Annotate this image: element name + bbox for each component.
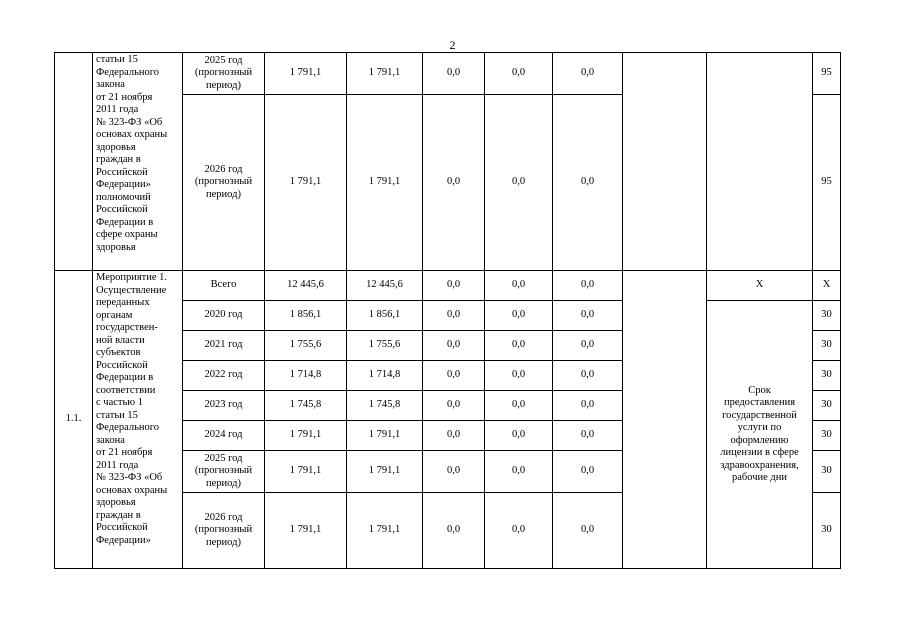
federal-funding-cell: 1 791,1 — [347, 53, 423, 95]
funding-cell: 0,0 — [553, 331, 623, 361]
empty-cell — [623, 271, 707, 569]
indicator-value-cell: 30 — [813, 361, 841, 391]
federal-funding-cell: 12 445,6 — [347, 271, 423, 301]
federal-funding-cell: 1 745,8 — [347, 391, 423, 421]
funding-cell: 0,0 — [485, 421, 553, 451]
period-cell: 2022 год — [183, 361, 265, 391]
funding-cell: 0,0 — [423, 301, 485, 331]
funding-cell: 0,0 — [423, 421, 485, 451]
period-cell: 2025 год (прогнозный период) — [183, 53, 265, 95]
total-funding-cell: 1 755,6 — [265, 331, 347, 361]
row-number-cell — [55, 53, 93, 271]
indicator-value-cell: 30 — [813, 391, 841, 421]
indicator-value-cell: 30 — [813, 331, 841, 361]
total-funding-cell: 1 856,1 — [265, 301, 347, 331]
total-funding-cell: 1 791,1 — [265, 493, 347, 569]
total-funding-cell: 12 445,6 — [265, 271, 347, 301]
period-cell: 2026 год (прогнозный период) — [183, 493, 265, 569]
funding-cell: 0,0 — [553, 451, 623, 493]
period-cell: 2025 год (прогнозный период) — [183, 451, 265, 493]
indicator-value-cell: 95 — [813, 95, 841, 271]
indicator-value-cell: Х — [813, 271, 841, 301]
funding-cell: 0,0 — [553, 271, 623, 301]
funding-cell: 0,0 — [485, 361, 553, 391]
period-cell: 2026 год (прогнозный период) — [183, 95, 265, 271]
empty-cell — [623, 53, 707, 271]
funding-cell: 0,0 — [485, 493, 553, 569]
funding-cell: 0,0 — [485, 391, 553, 421]
activity-description: Мероприятие 1. Осуществление переданных органам государствен- ной власти субъектов Российской Федерации в соответствии с частью 1 статьи 15 Федерального закона от 21 ноября 2011 года № 323-ФЗ «Об основах охраны здоровья граждан в Российской Федерации» — [93, 271, 183, 569]
funding-cell: 0,0 — [423, 331, 485, 361]
funding-cell: 0,0 — [485, 451, 553, 493]
indicator-cell — [707, 53, 813, 271]
indicator-value-cell: 30 — [813, 451, 841, 493]
total-funding-cell: 1 714,8 — [265, 361, 347, 391]
activity-description: статьи 15 Федерального закона от 21 ноября 2011 года № 323-ФЗ «Об основах охраны здоровья граждан в Российской Федерации» полномочий Российской Федерации в сфере охраны здоровья — [93, 53, 183, 271]
federal-funding-cell: 1 791,1 — [347, 95, 423, 271]
funding-cell: 0,0 — [553, 53, 623, 95]
page-number: 2 — [449, 38, 456, 52]
indicator-value-cell: 30 — [813, 421, 841, 451]
funding-cell: 0,0 — [423, 493, 485, 569]
federal-funding-cell: 1 856,1 — [347, 301, 423, 331]
indicator-value-cell: 30 — [813, 301, 841, 331]
funding-cell: 0,0 — [553, 421, 623, 451]
funding-cell: 0,0 — [553, 95, 623, 271]
funding-cell: 0,0 — [485, 95, 553, 271]
total-funding-cell: 1 791,1 — [265, 53, 347, 95]
total-funding-cell: 1 791,1 — [265, 421, 347, 451]
table-row — [55, 53, 841, 95]
funding-cell: 0,0 — [423, 391, 485, 421]
period-cell: 2024 год — [183, 421, 265, 451]
funding-cell: 0,0 — [553, 391, 623, 421]
federal-funding-cell: 1 714,8 — [347, 361, 423, 391]
indicator-description: Срок предоставления государственной услуги по оформлению лицензии в сфере здравоохранения, рабочие дни — [707, 301, 813, 569]
federal-funding-cell: 1 755,6 — [347, 331, 423, 361]
funding-cell: 0,0 — [423, 361, 485, 391]
period-cell: Всего — [183, 271, 265, 301]
federal-funding-cell: 1 791,1 — [347, 493, 423, 569]
funding-cell: 0,0 — [553, 493, 623, 569]
table-row — [55, 271, 841, 301]
funding-cell: 0,0 — [423, 451, 485, 493]
total-funding-cell: 1 745,8 — [265, 391, 347, 421]
total-funding-cell: 1 791,1 — [265, 451, 347, 493]
program-table — [54, 52, 841, 569]
indicator-total-cell: Х — [707, 271, 813, 301]
funding-cell: 0,0 — [423, 53, 485, 95]
period-cell: 2020 год — [183, 301, 265, 331]
total-funding-cell: 1 791,1 — [265, 95, 347, 271]
funding-cell: 0,0 — [553, 301, 623, 331]
indicator-value-cell: 30 — [813, 493, 841, 569]
funding-cell: 0,0 — [485, 53, 553, 95]
funding-cell: 0,0 — [485, 301, 553, 331]
funding-cell: 0,0 — [423, 95, 485, 271]
funding-cell: 0,0 — [485, 271, 553, 301]
funding-cell: 0,0 — [485, 331, 553, 361]
indicator-value-cell: 95 — [813, 53, 841, 95]
funding-cell: 0,0 — [553, 361, 623, 391]
federal-funding-cell: 1 791,1 — [347, 451, 423, 493]
federal-funding-cell: 1 791,1 — [347, 421, 423, 451]
funding-cell: 0,0 — [423, 271, 485, 301]
period-cell: 2023 год — [183, 391, 265, 421]
row-number-cell: 1.1. — [55, 271, 93, 569]
period-cell: 2021 год — [183, 331, 265, 361]
